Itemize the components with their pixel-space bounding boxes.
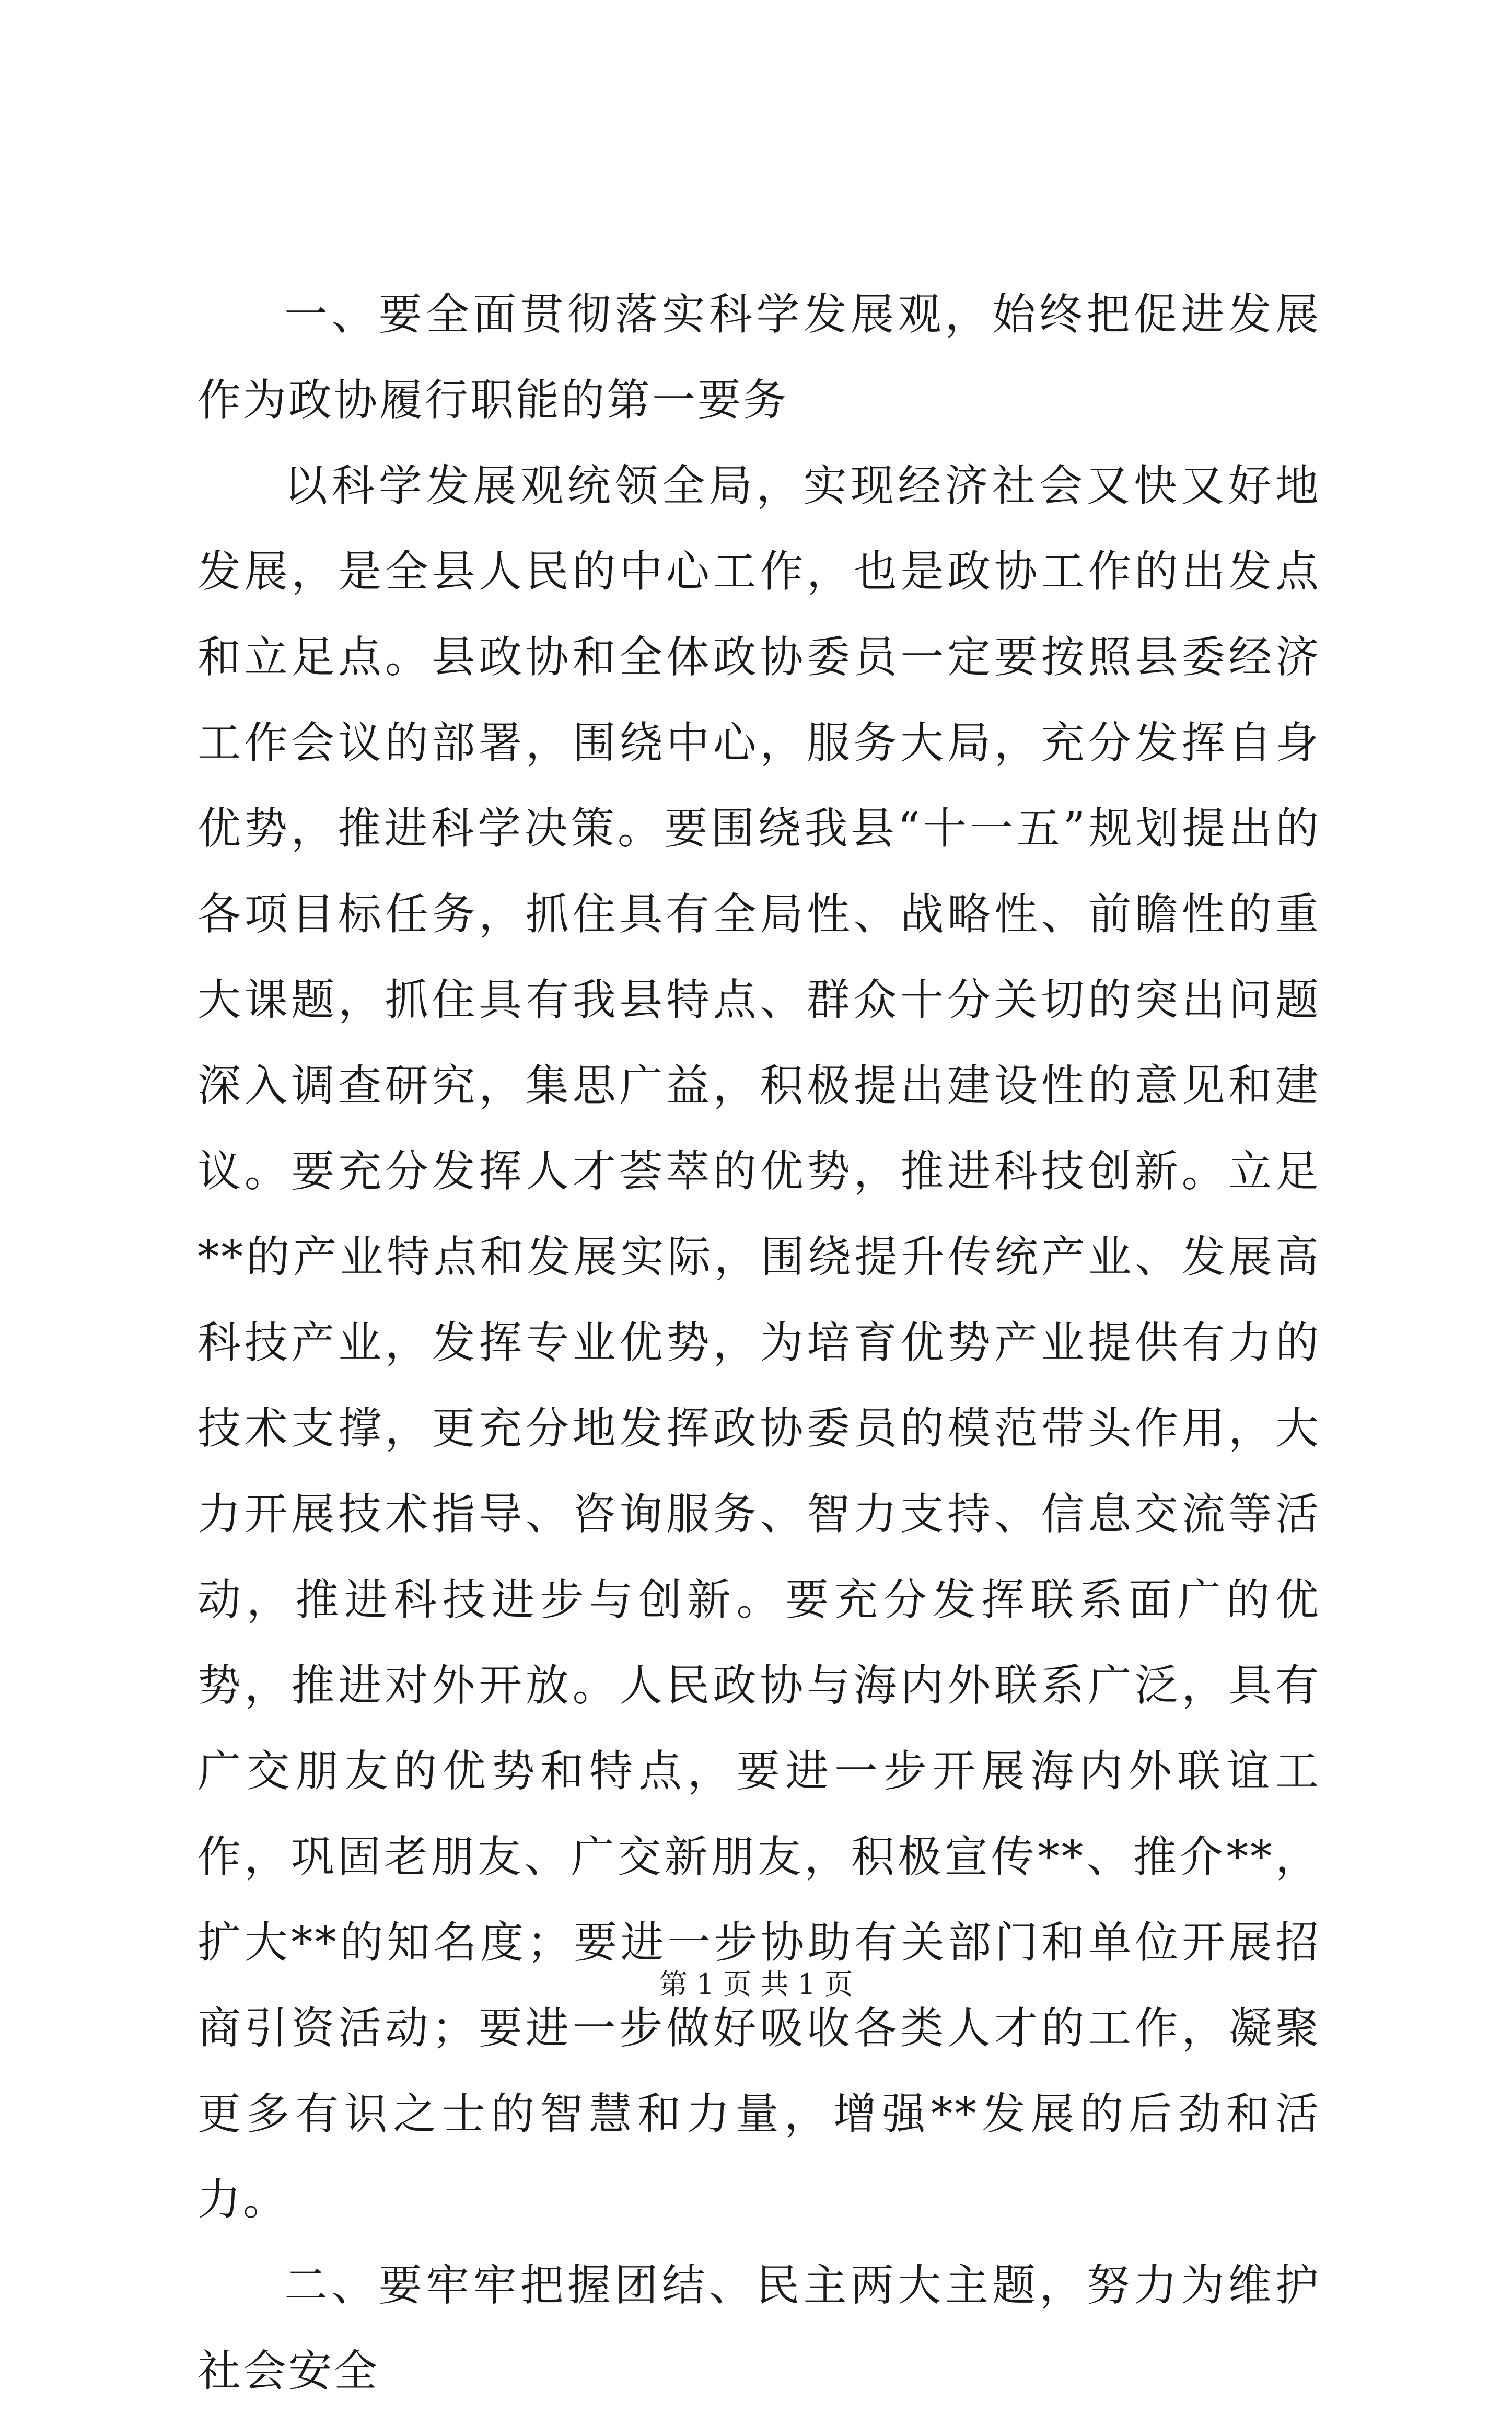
document-body — [197, 272, 1321, 2414]
section-heading-1: 一、要全面贯彻落实科学发展观，始终把促进发展作为政协履行职能的第一要务 — [197, 289, 1321, 425]
body-paragraph-1: 以科学发展观统领全局，实现经济社会又快又好地发展，是全县人民的中心工作，也是政协工作的出发点和立足点。县政协和全体政协委员一定要按照县委经济工作会议的部署，围绕中心，服务大局，充分发挥自身优势，推进科学决策。要围绕我县“十一五”规划提出的各项目标任务，抓住具有全局性、战略性、前瞻性的重大课题，抓住具有我县特点、群众十分关切的突出问题深入调查研究，集思广益，积极提出建设性的意见和建议。要充分发挥人才荟萃的优势，推进科技创新。立足**的产业特点和发展实际，围绕提升传统产业、发展高科技产业，发挥专业优势，为培育优势产业提供有力的技术支撑，更充分地发挥政协委员的模范带头作用，大力开展技术指导、咨询服务、智力支持、信息交流等活动，推进科技进步与创新。要充分发挥联系面广的优势，推进对外开放。人民政协与海内外联系广泛，具有广交朋友的优势和特点，要进一步开展海内外联谊工作，巩固老朋友、广交新朋友，积极宣传**、推介**，扩大**的知名度；要进一步协助有关部门和单位开展招商引资活动；要进一步做好吸收各类人才的工作，凝聚更多有识之士的智慧和力量，增强**发展的后劲和活力。 — [197, 460, 1321, 2225]
section-heading-2: 二、要牢牢把握团结、民主两大主题，努力为维护社会安全 — [197, 2260, 1321, 2396]
page-footer: 第 1 页 共 1 页 — [659, 1968, 853, 2001]
